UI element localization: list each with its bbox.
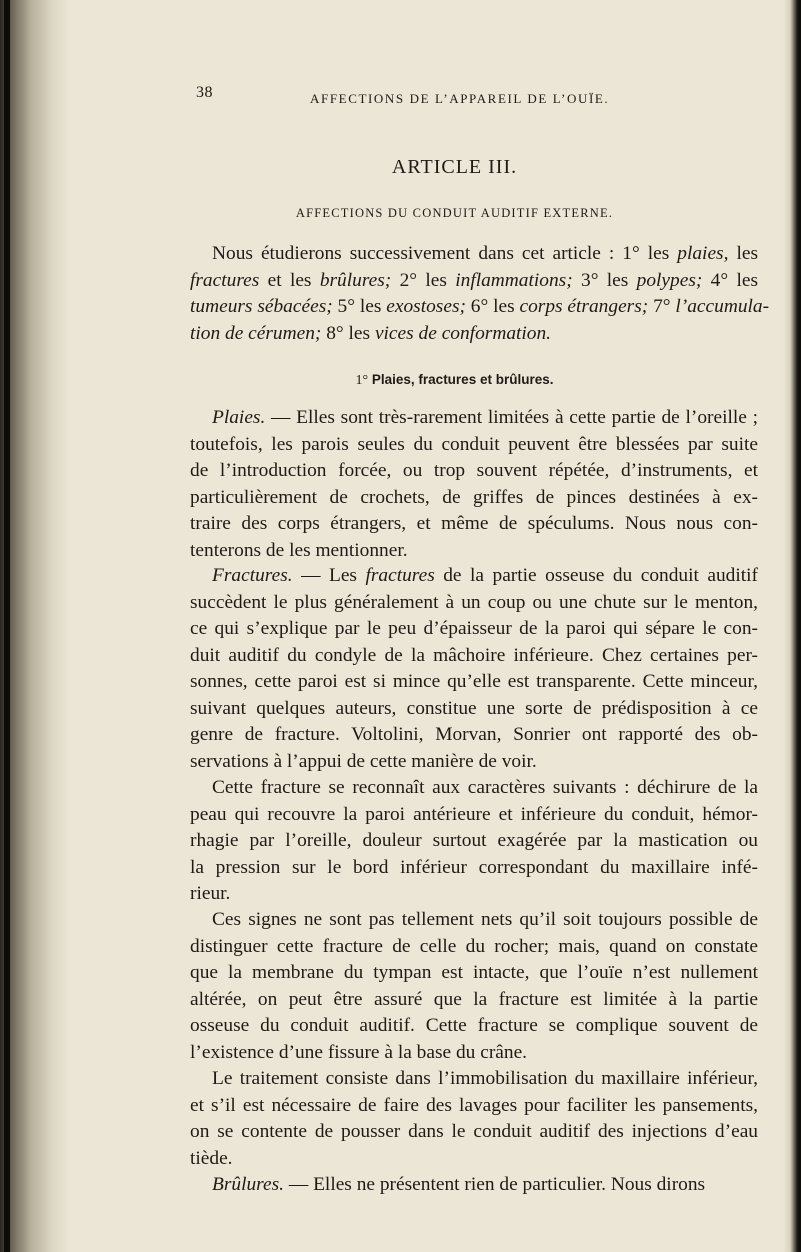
text-line: Ces signes ne sont pas tellement nets qu’il soit toujours possible de [212,909,758,930]
text-line: on se contente de pousser dans le conduit auditif des injections d’eau [190,1121,758,1142]
brulures-paragraph [190,1172,758,1199]
text-line: Le traitement consiste dans l’immobilisation du maxillaire inférieur, [212,1068,758,1089]
text-line: tiède. [190,1147,233,1169]
text-line: distinguer cette fracture de celle du rocher; mais, quand on constate [190,935,758,957]
text-line: succèdent le plus généralement à un coup ou une chute sur le menton, [190,591,758,613]
text-line: l’existence d’une fissure à la base du crâne. [190,1041,528,1063]
text-line: la pression sur le bord inférieur correspondant du maxillaire infé- [190,856,758,878]
text-line: et s’il est nécessaire de faire des lavages pour faciliter les pansements, [190,1094,758,1116]
signes-paragraph [190,775,758,908]
section-title: Plaies, fractures et brûlures. [371,372,554,387]
running-head: AFFECTIONS DE L’APPAREIL DE L’OUÏE. [310,91,610,106]
text-line: Nous étudierons successivement dans cet article : 1° les plaies, les [212,243,758,264]
intro-paragraph [190,241,770,347]
text-line: toutefois, les parois seules du conduit peuvent être blessées par suite [190,433,758,455]
page-number: 38 [196,84,213,101]
text-line: peau qui recouvre la paroi antérieure et inférieure du conduit, hémor- [190,803,758,825]
text-line: Fractures. — Les fractures de la partie osseuse du conduit auditif [212,565,758,586]
text-line: rieur. [190,883,231,904]
text-line: traire des corps étrangers, et même de spéculums. Nous nous con- [190,513,758,534]
text-line: servations à l’appui de cette manière de voir. [190,750,537,772]
plaies-paragraph [190,405,758,564]
text-line: duit auditif du condyle de la mâchoire inférieure. Chez certaines per- [190,644,758,666]
text-line: Plaies. — Elles sont très-rarement limitées à cette partie de l’oreille ; [212,407,758,428]
binding-edge [4,0,10,1252]
book-binding-shadow [0,0,70,1252]
text-line: suivant quelques auteurs, constitue une sorte de prédisposition à ce [190,697,758,719]
text-line: tion de cérumen; 8° les vices de conformation. [190,322,552,344]
section-number: 1° [355,373,369,388]
text-line: altérée, on peut être assuré que la fracture est limitée à la partie [190,988,758,1010]
article-title: ARTICLE III. [391,156,518,178]
text-line: genre de fracture. Voltolini, Morvan, Sonrier ont rapporté des ob- [190,724,758,745]
text-line: que la membrane du tympan est intacte, que l’ouïe n’est nullement [190,962,758,983]
text-line: tumeurs sébacées; 5° les exostoses; 6° les corps étrangers; 7° l’accumula- [190,296,770,317]
text-line: Cette fracture se reconnaît aux caractères suivants : déchirure de la [212,777,758,798]
fractures-paragraph [190,563,758,775]
distinction-paragraph [190,907,758,1066]
text-line: osseuse du conduit auditif. Cette fracture se complique souvent de [190,1015,758,1036]
article-subtitle: AFFECTIONS DU CONDUIT AUDITIF EXTERNE. [295,206,614,220]
page-right-edge [783,0,801,1252]
text-line: ce qui s’explique par le peu d’épaisseur de la paroi qui sépare le con- [190,618,758,639]
text-line: de l’introduction forcée, ou trop souvent répétée, d’instruments, et [190,460,758,481]
section-heading [0,372,801,389]
text-line: particulièrement de crochets, de griffes de pinces destinées à ex- [190,486,758,508]
text-line: fractures et les brûlures; 2° les inflammations; 3° les polypes; 4° les [190,269,758,291]
text-line: tenterons de les mentionner. [190,539,408,561]
text-line: Brûlures. — Elles ne présentent rien de particulier. Nous dirons [212,1174,706,1195]
traitement-paragraph [190,1066,758,1172]
text-line: sonnes, cette paroi est si mince qu’elle est transparente. Cette minceur, [190,671,758,692]
text-line: rhagie par l’oreille, douleur surtout exagérée par la mastication ou [190,830,758,851]
